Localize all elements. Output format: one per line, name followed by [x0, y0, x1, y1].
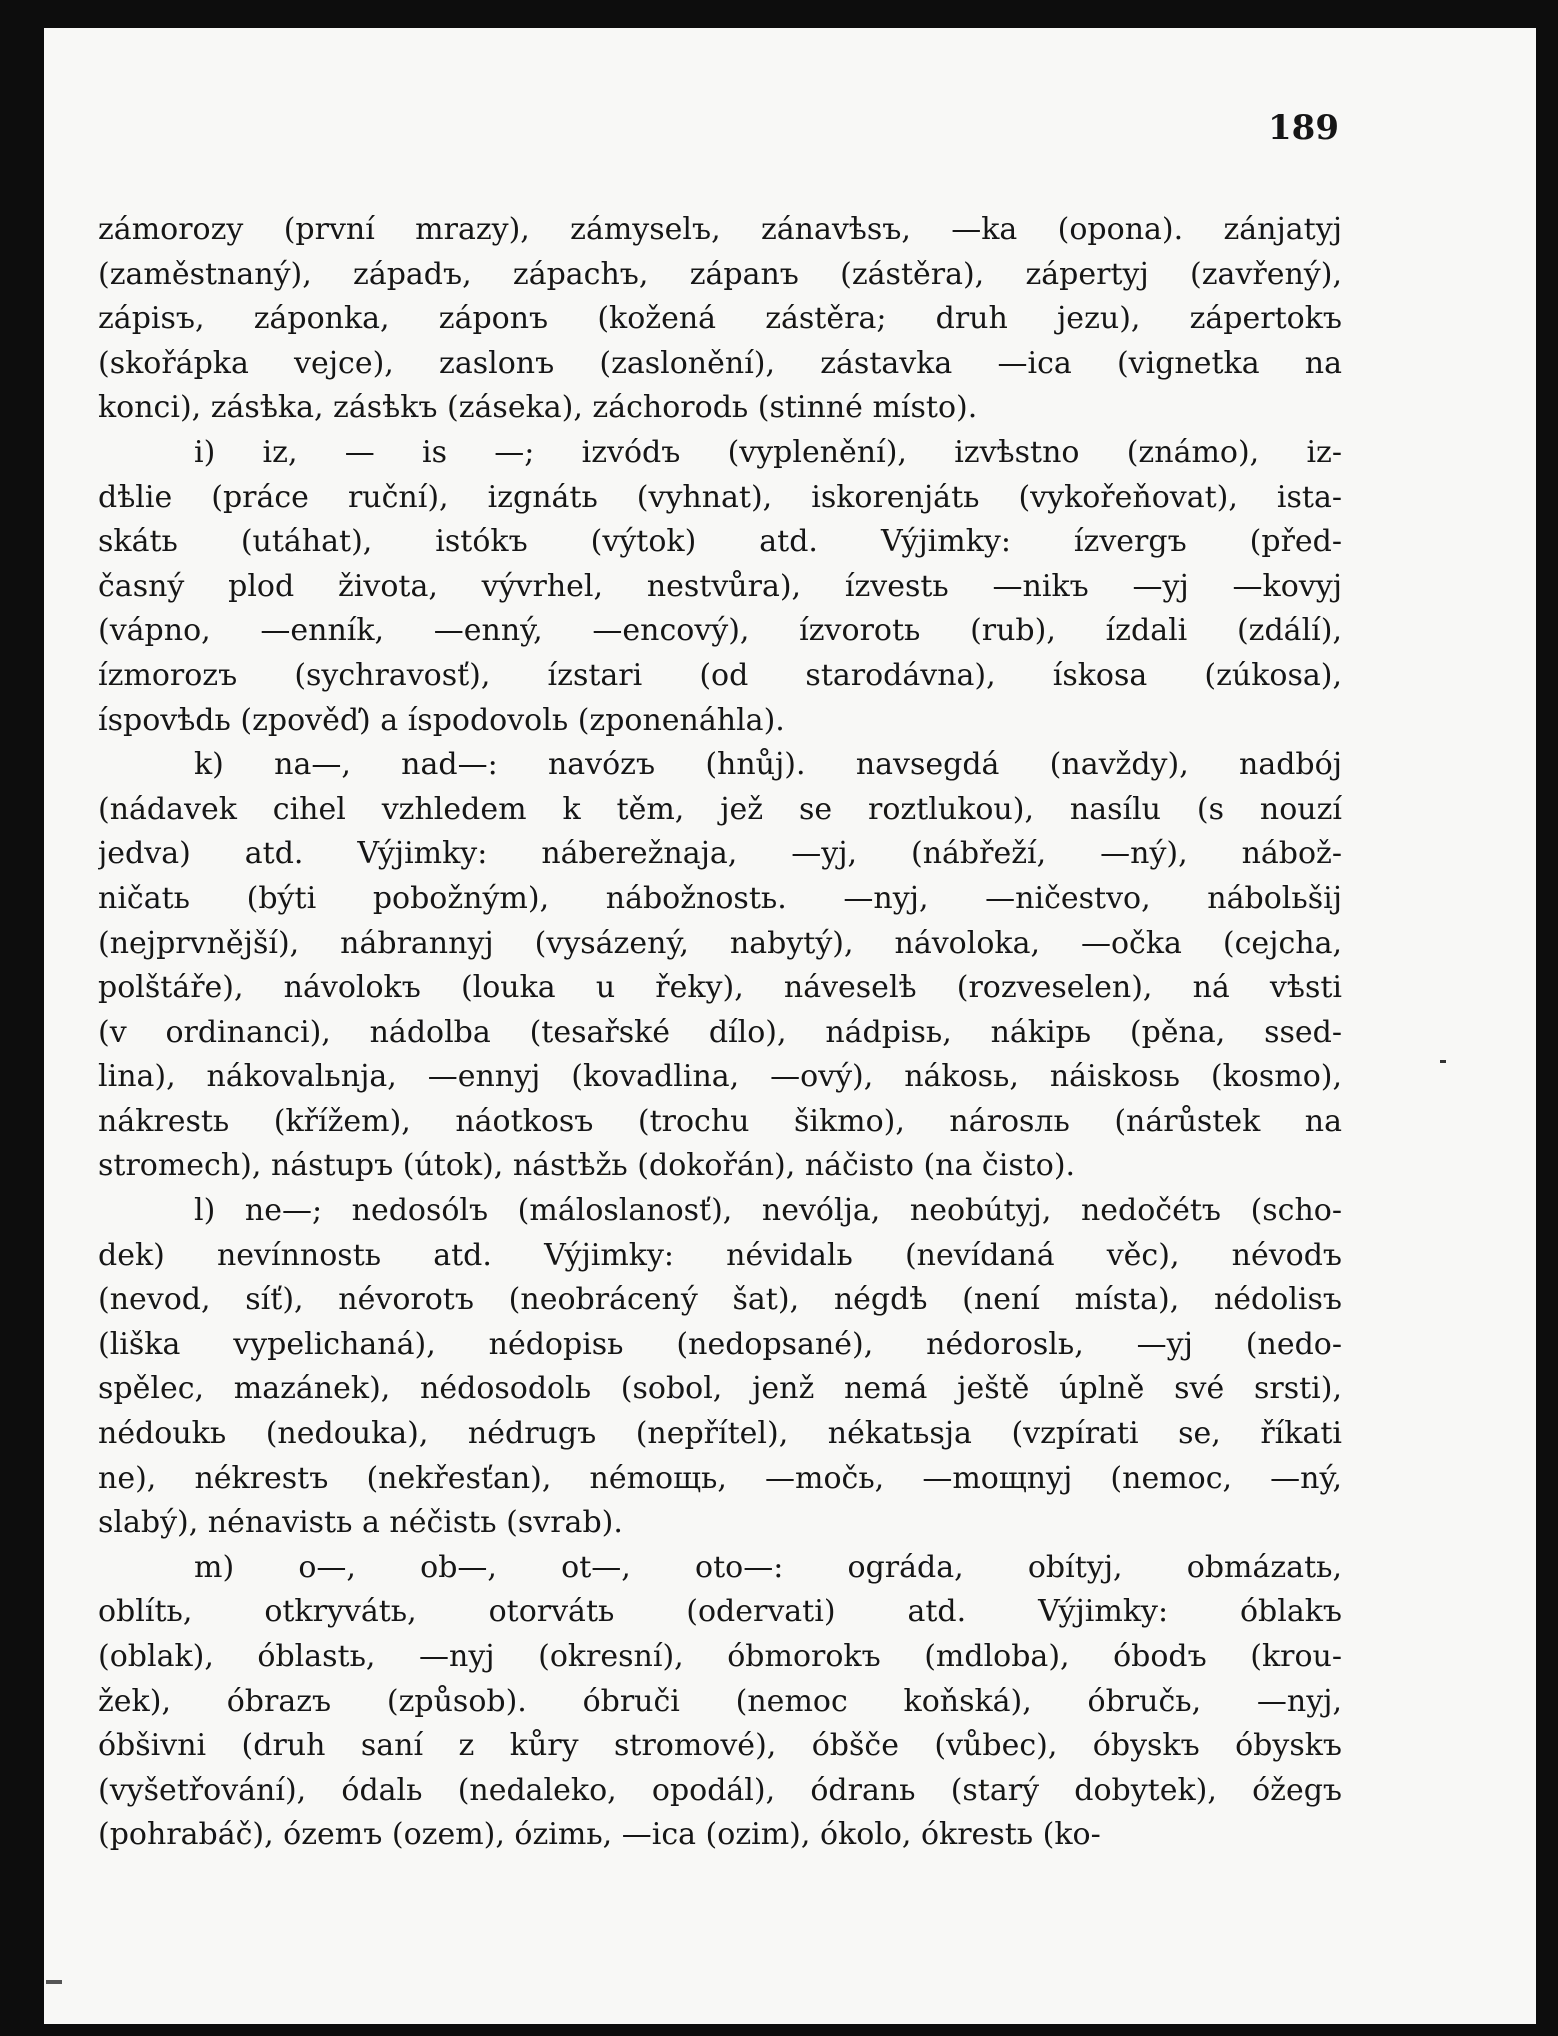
text-line: dek) nevínnostь atd. Výjimky: névidalь (nevídaná věc), névodъ [98, 1237, 1342, 1273]
scan-border-top [0, 0, 1558, 28]
scan-speck [1440, 1060, 1446, 1063]
text-line: k) na—, nad—: navózъ (hnůj). navsegdá (navždy), nadbój [194, 747, 1342, 783]
text-line: i) iz, — is —; izvódъ (vyplenění), izvѣstno (známo), iz- [194, 434, 1342, 470]
text-line: slabý), nénavistь a néčistь (svrab). [98, 1505, 623, 1541]
text-line: skátь (utáhat), istókъ (výtok) atd. Výjimky: ízvergъ (před- [98, 524, 1342, 560]
text-line: ne), nékrestъ (nekřesťan), némoщь, —močь, —moщnyj (nemoc, —ný, [98, 1460, 1342, 1496]
text-line: ničatь (býti pobožným), nábožnostь. —nyj, —ničestvo, nábolьšij [98, 880, 1342, 916]
text-line: lina), nákovalьnja, —ennyj (kovadlina, —ový), nákosь, náiskosь (kosmo), [98, 1059, 1342, 1095]
text-line: konci), zásѣka, zásѣkъ (záseka), záchorodь (stinné místo). [98, 390, 978, 426]
scan-border-bottom [0, 2024, 1558, 2036]
text-line: m) o—, ob—, ot—, oto—: ográda, obítyj, obmázatь, [194, 1549, 1342, 1585]
text-line: (zaměstnaný), západъ, zápachъ, zápanъ (zástěra), zápertyj (zavřený), [98, 256, 1342, 292]
text-line: zámorozy (první mrazy), zámyselъ, zánavѣsъ, —ka (opona). zánjatyj [98, 212, 1342, 247]
scan-speck [46, 1980, 62, 1984]
text-line: (v ordinanci), nádolba (tesařské dílo), nádpisь, nákipь (pěna, ssed- [98, 1014, 1342, 1050]
paragraph [98, 1189, 1342, 1546]
text-line: polštáře), návolokъ (louka u řeky), náveselѣ (rozveselen), ná vѣsti [98, 970, 1342, 1006]
text-line: zápisъ, záponka, záponъ (kožená zástěra; druh jezu), zápertokъ [98, 301, 1342, 337]
text-line: (pohrabáč), ózemъ (ozem), ózimь, —ica (ozim), ókolo, ókrestь (ko- [98, 1817, 1101, 1853]
text-line: (skořápka vejce), zaslonъ (zaslonění), zástavka —ica (vignetka na [98, 345, 1342, 381]
text-line: ízmorozъ (sychravosť), ízstari (od starodávna), ískosa (zúkosa), [98, 657, 1342, 693]
scan-border-right [1536, 0, 1558, 2036]
paragraph [98, 743, 1342, 1189]
text-line: l) ne—; nedosólъ (máloslanosť), nevólja, neobútyj, nedočétъ (scho- [194, 1193, 1342, 1229]
text-line: óbšivni (druh saní z kůry stromové), óbšče (vůbec), óbyskъ óbyskъ [98, 1728, 1342, 1764]
scan-border-left [0, 0, 44, 2036]
text-line: (oblak), óblastь, —nyj (okresní), óbmorokъ (mdloba), óbodъ (krou- [98, 1639, 1342, 1674]
text-line: (vyšetřování), ódalь (nedaleko, opodál), ódranь (starý dobytek), óžegъ [98, 1772, 1342, 1808]
text-line: (nejprvnější), nábrannyj (vysázený, nabytý), návoloka, —očka (cejcha, [98, 925, 1342, 961]
text-line: spělec, mazánek), nédosodolь (sobol, jenž nemá ještě úplně své srsti), [98, 1371, 1342, 1407]
text-line: časný plod života, vývrhel, nestvůra), ízvestь —nikъ —yj —kovyj [98, 568, 1342, 604]
text-line: (nádavek cihel vzhledem k těm, jež se roztlukou), nasílu (s nouzí [98, 791, 1342, 827]
text-line: íspovѣdь (zpověď) a íspodovolь (zponenáhla). [98, 702, 785, 738]
text-line: nákrestь (křížem), náotkosъ (trochu šikmo), nárosль (nárůstek na [98, 1103, 1342, 1139]
text-line: oblítь, otkryvátь, otorvátь (odervati) atd. Výjimky: óblakъ [98, 1594, 1342, 1630]
text-line: dѣlie (práce ruční), izgnátь (vyhnat), iskorenjátь (vykořeňovat), ista- [98, 479, 1342, 515]
paragraph [98, 1546, 1342, 1858]
text-line: (liška vypelichaná), nédopisь (nedopsané), nédoroslь, —yj (nedo- [98, 1326, 1342, 1362]
page-number: 189 [1268, 108, 1339, 148]
text-line: žek), óbrazъ (způsob). óbruči (nemoc koňská), óbručь, —nyj, [98, 1683, 1342, 1719]
paragraph [98, 431, 1342, 743]
text-line: jedva) atd. Výjimky: náberežnaja, —yj, (nábřeží, —ný), nábož- [98, 836, 1342, 872]
text-line: stromech), nástupъ (útok), nástѣžь (dokořán), náčisto (na čisto). [98, 1148, 1076, 1184]
text-line: (nevod, síť), névorotъ (neobrácený šat), négdѣ (není místa), nédolisъ [98, 1282, 1342, 1318]
paragraph [98, 208, 1342, 431]
page-body-text [98, 208, 1342, 1858]
text-line: nédoukь (nedouka), nédrugъ (nepřítel), nékatьsja (vzpírati se, říkati [98, 1416, 1342, 1452]
text-line: (vápno, —enník, —enný, —encový), ízvorotь (rub), ízdali (zdálí), [98, 613, 1342, 649]
